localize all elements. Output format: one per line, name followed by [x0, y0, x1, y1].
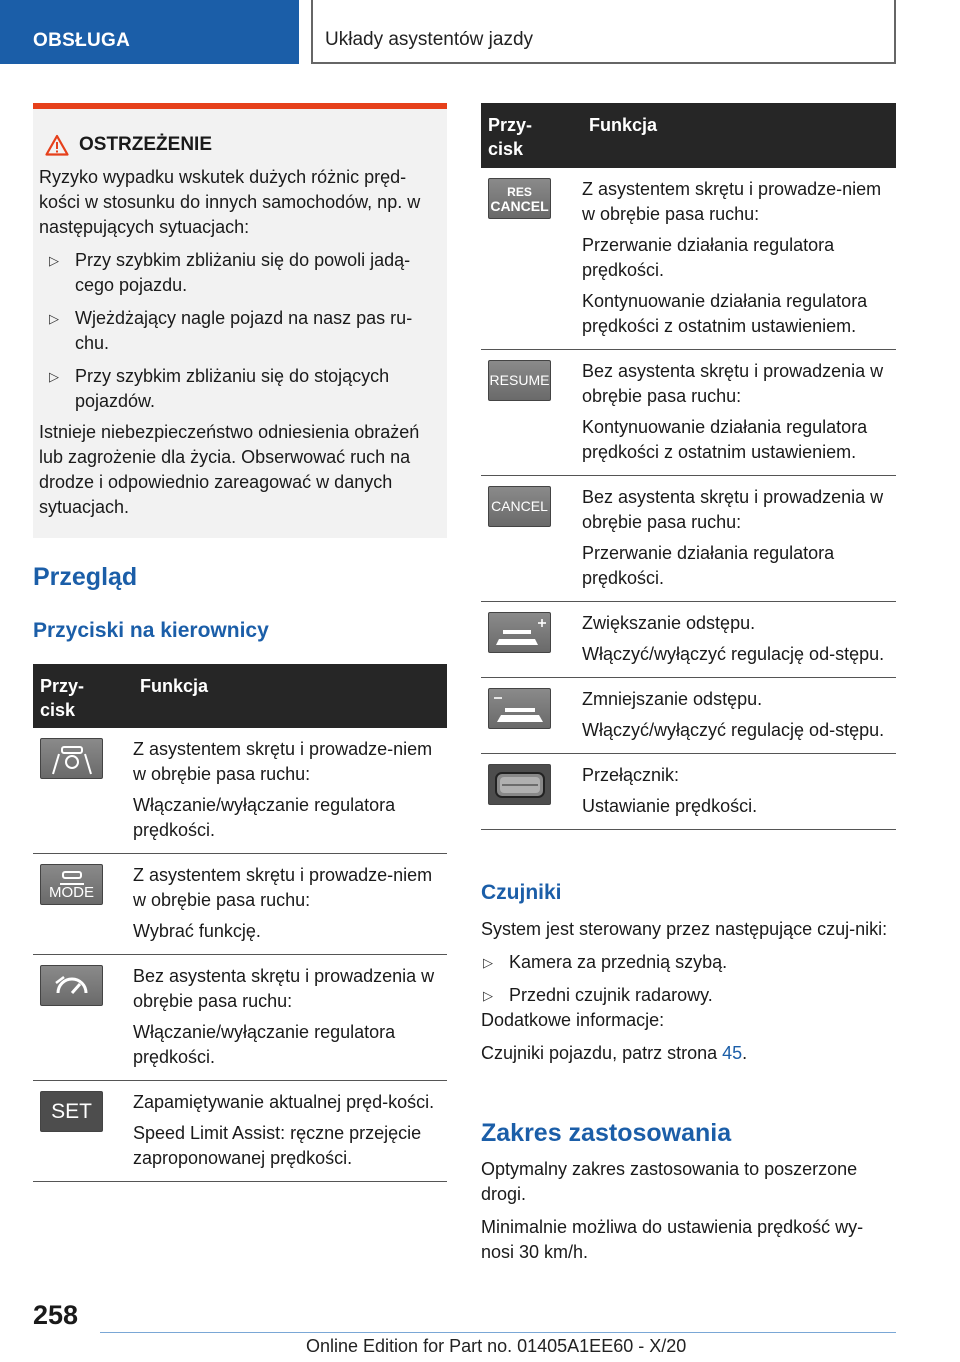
warning-intro: Ryzyko wypadku wskutek dużych różnic pręd-kości w stosunku do innych samochodów, np. w następujących sytuacjach: — [39, 167, 421, 237]
table-row: Przełącznik: Ustawianie prędkości. — [481, 754, 896, 830]
range-paragraph: Minimalnie możliwa do ustawienia prędkość wy-nosi 30 km/h. — [481, 1217, 864, 1262]
sensors-intro: System jest sterowany przez następujące czuj-niki: — [481, 919, 888, 939]
distance-decrease-icon — [488, 688, 551, 729]
header-section-tab — [0, 0, 299, 64]
cancel-button-icon: CANCEL — [488, 486, 551, 527]
warning-bullet: ▷ Przy szybkim zbliżaniu się do powoli jadą-cego pojazdu. — [49, 250, 411, 295]
section-heading-range: Zakres zastosowania — [481, 1119, 732, 1147]
table-row: SET Zapamiętywanie aktualnej pręd-kości. Speed Limit Assist: ręczne przejęcie zaproponowanej prędkości. — [33, 1081, 447, 1182]
bullet-triangle-icon: ▷ — [483, 955, 493, 970]
set-button-icon: SET — [40, 1091, 103, 1132]
warning-outro: Istnieje niebezpieczeństwo odniesienia obrażeń lub zagrożenie dla życia. Obserwować ruch na drodze i odpowiednio zareagować w danych sytuacjach. — [39, 422, 420, 517]
sensors-bullet: ▷ Przedni czujnik radarowy. — [481, 983, 896, 1008]
res-cancel-button-icon: RES CANCEL — [488, 178, 551, 219]
warning-bullet: ▷ Wjeżdżający nagle pojazd na nasz pas ru-chu. — [49, 308, 413, 353]
warning-triangle-icon — [45, 134, 69, 156]
sensors-more: Dodatkowe informacje: — [481, 1010, 665, 1030]
buttons-table-left — [33, 664, 447, 1182]
table-row: MODE Z asystentem skrętu i prowadze-niem w obrębie pasa ruchu: Wybrać funkcję. — [33, 854, 447, 955]
header-chapter-label: Układy asystentów jazdy — [325, 29, 534, 50]
bullet-triangle-icon: ▷ — [49, 369, 59, 384]
sensors-bullet: ▷ Kamera za przednią szybą. — [481, 950, 896, 975]
buttons-table-right — [481, 103, 896, 830]
range-paragraph: Optymalny zakres zastosowania to poszerzone drogi. — [481, 1159, 858, 1204]
warning-box — [33, 103, 447, 538]
page-number: 258 — [33, 1300, 79, 1330]
resume-button-icon: RESUME — [488, 360, 551, 401]
page-reference-link[interactable]: 45 — [722, 1043, 743, 1063]
table-row: RES CANCEL Z asystentem skrętu i prowadze-niem w obrębie pasa ruchu: Przerwanie działania regulatora prędkości. Kontynuowanie działania regulatora prędkości z ostatnim ustawieniem. — [481, 168, 896, 350]
header-chapter-box — [311, 0, 896, 64]
table-row: Bez asystenta skrętu i prowadzenia w obrębie pasa ruchu: Włączanie/wyłączanie regulatora prędkości. — [33, 955, 447, 1081]
column-header-button: Przy- cisk — [33, 664, 133, 728]
footer-edition: Online Edition for Part no. 01405A1EE60 - X/20 — [306, 1336, 687, 1356]
warning-bullet: ▷ Przy szybkim zbliżaniu się do stojących pojazdów. — [49, 366, 390, 411]
steering-assist-icon — [40, 738, 103, 779]
table-row: CANCEL Bez asystenta skrętu i prowadzenia w obrębie pasa ruchu: Przerwanie działania regulatora prędkości. — [481, 476, 896, 602]
bullet-triangle-icon: ▷ — [49, 311, 59, 326]
sensors-section — [481, 917, 896, 1066]
sensors-reference: Czujniki pojazdu, patrz strona 45. — [481, 1043, 748, 1063]
table-row: RESUME Bez asystenta skrętu i prowadzenia w obrębie pasa ruchu: Kontynuowanie działania regulatora prędkości z ostatnim ustawieniem. — [481, 350, 896, 476]
bullet-triangle-icon: ▷ — [483, 988, 493, 1003]
column-header-function: Funkcja — [582, 103, 896, 168]
table-row: Zmniejszanie odstępu. Włączyć/wyłączyć regulację od-stępu. — [481, 678, 896, 754]
warning-title — [45, 133, 441, 157]
cruise-control-icon — [40, 965, 103, 1006]
subheading-sensors: Czujniki — [481, 881, 562, 904]
column-header-function: Funkcja — [133, 664, 447, 728]
warning-title-text: OSTRZEŻENIE — [79, 134, 213, 155]
range-section — [481, 1157, 896, 1265]
bullet-triangle-icon: ▷ — [49, 253, 59, 268]
subheading-steering-buttons: Przyciski na kierownicy — [33, 619, 269, 642]
column-header-button: Przy- cisk — [481, 103, 582, 168]
table-row: Zwiększanie odstępu. Włączyć/wyłączyć regulację od-stępu. — [481, 602, 896, 678]
mode-button-icon: MODE — [40, 864, 103, 905]
section-heading-overview: Przegląd — [33, 563, 138, 591]
distance-increase-icon — [488, 612, 551, 653]
footer-divider — [100, 1332, 896, 1333]
table-row: Z asystentem skrętu i prowadze-niem w obrębie pasa ruchu: Włączanie/wyłączanie regulatora prędkości. — [33, 728, 447, 854]
header-section-label: OBSŁUGA — [33, 30, 131, 51]
rocker-switch-icon — [488, 764, 551, 805]
